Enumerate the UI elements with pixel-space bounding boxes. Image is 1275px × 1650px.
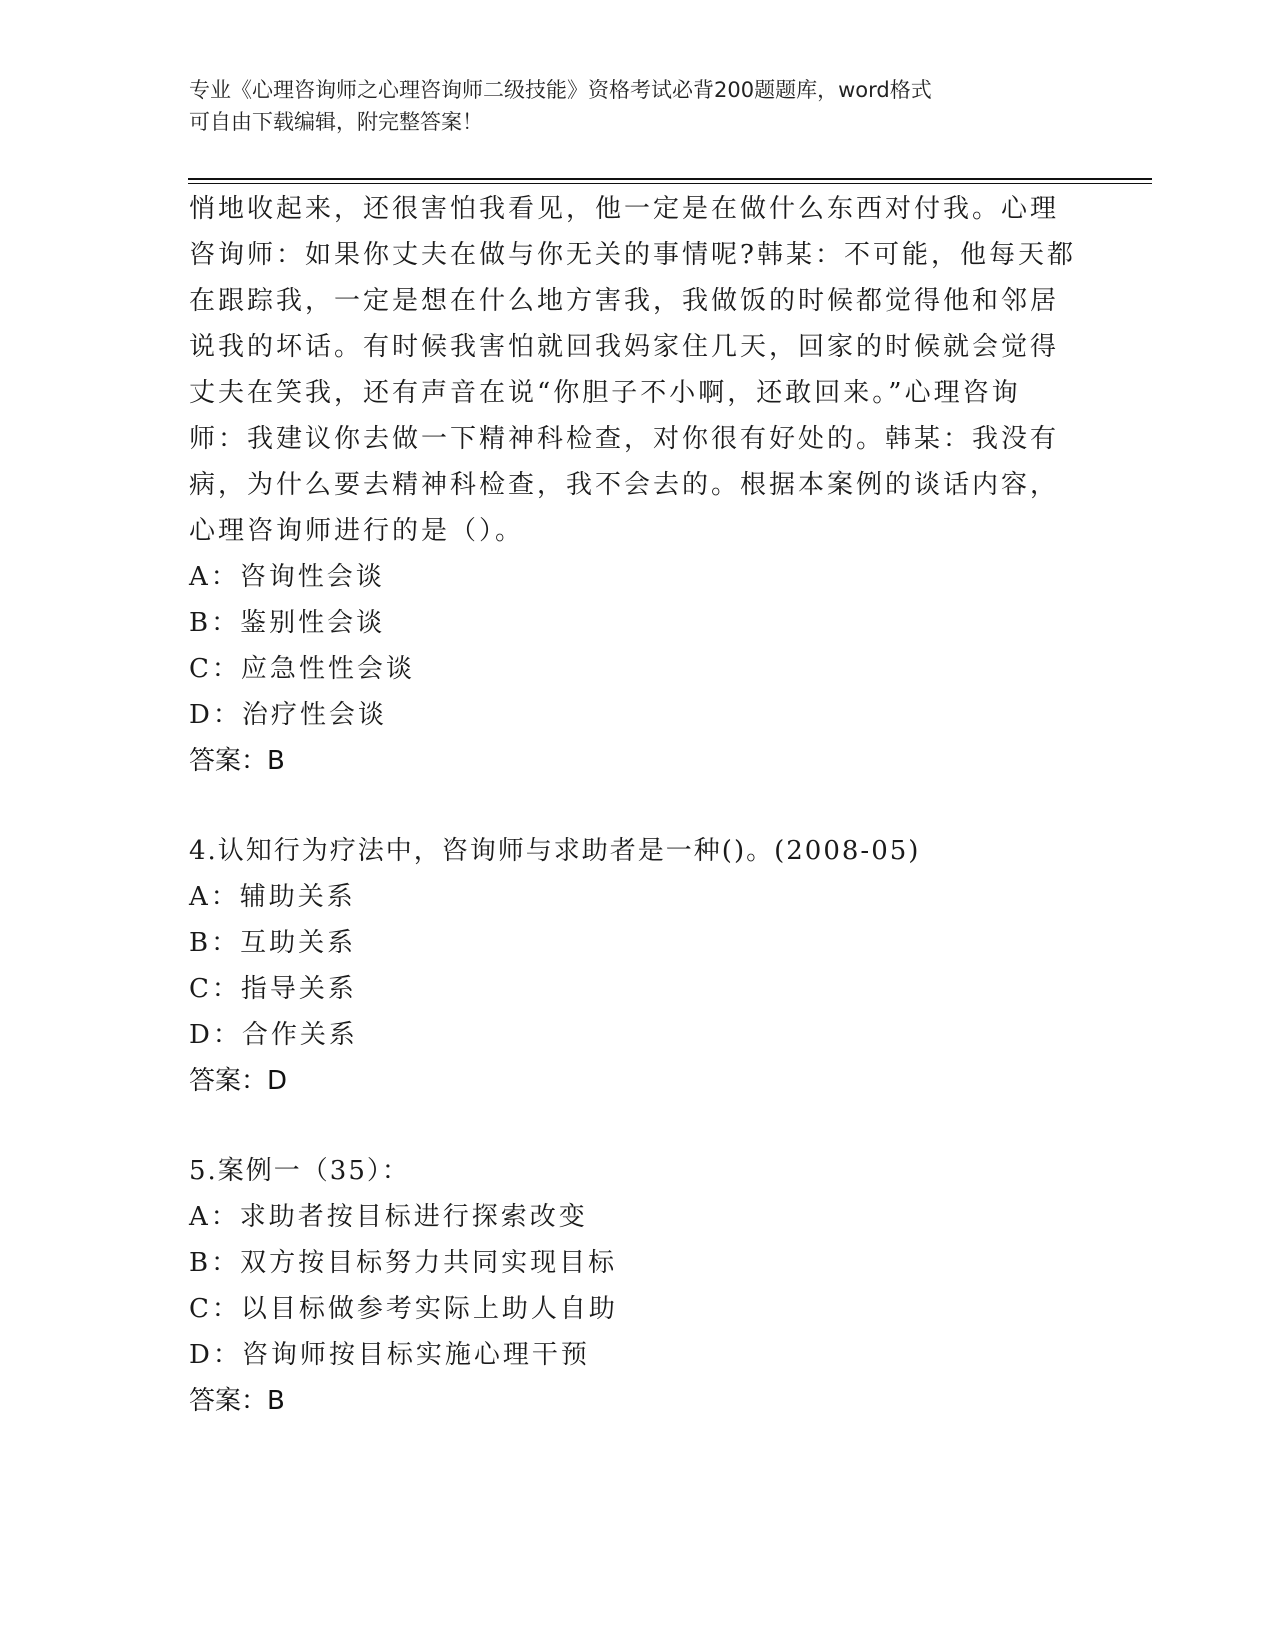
option-d: D：合作关系: [189, 1020, 358, 1050]
question-text-line: 心理咨询师进行的是（）。: [189, 516, 525, 546]
header-line-2: 可自由下载编辑，附完整答案！: [189, 110, 483, 134]
document-header: [189, 74, 1089, 138]
option-a: A：求助者按目标进行探索改变: [189, 1202, 588, 1232]
option-b: B：双方按目标努力共同实现目标: [189, 1248, 618, 1278]
answer-line: 答案：B: [189, 746, 285, 776]
question-title: 4.认知行为疗法中，咨询师与求助者是一种()。(2008-05): [189, 836, 921, 866]
header-rule-thick: [188, 178, 1152, 180]
question-3: [189, 186, 1089, 784]
option-c: C：指导关系: [189, 974, 357, 1004]
option-c: C：以目标做参考实际上助人自助: [189, 1294, 618, 1324]
question-4: [189, 828, 1089, 1104]
question-text-line: 说我的坏话。有时候我害怕就回我妈家住几天，回家的时候就会觉得: [189, 332, 1060, 362]
option-a: A：辅助关系: [189, 882, 356, 912]
option-c: C：应急性性会谈: [189, 654, 415, 684]
header-line-1: 专业《心理咨询师之心理咨询师二级技能》资格考试必背200题题库，word格式: [189, 78, 932, 102]
question-text-line: 在跟踪我，一定是想在什么地方害我，我做饭的时候都觉得他和邻居: [189, 286, 1060, 316]
document-body: [189, 186, 1089, 1424]
option-d: D：咨询师按目标实施心理干预: [189, 1340, 590, 1370]
header-rule-thin: [188, 183, 1152, 184]
option-b: B：鉴别性会谈: [189, 608, 386, 638]
option-b: B：互助关系: [189, 928, 357, 958]
answer-line: 答案：D: [189, 1066, 288, 1096]
question-text-line: 咨询师：如果你丈夫在做与你无关的事情呢?韩某：不可能，他每天都: [189, 240, 1076, 270]
question-text-line: 悄地收起来，还很害怕我看见，他一定是在做什么东西对付我。心理: [189, 194, 1060, 224]
question-5: [189, 1148, 1089, 1424]
question-text-line: 病，为什么要去精神科检查，我不会去的。根据本案例的谈话内容，: [189, 470, 1060, 500]
question-text-line: 丈夫在笑我，还有声音在说“你胆子不小啊，还敢回来。”心理咨询: [189, 378, 1021, 408]
question-title: 5.案例一（35）：: [189, 1156, 410, 1186]
option-d: D：治疗性会谈: [189, 700, 387, 730]
answer-line: 答案：B: [189, 1386, 285, 1416]
option-a: A：咨询性会谈: [189, 562, 385, 592]
question-text-line: 师：我建议你去做一下精神科检查，对你很有好处的。韩某：我没有: [189, 424, 1060, 454]
